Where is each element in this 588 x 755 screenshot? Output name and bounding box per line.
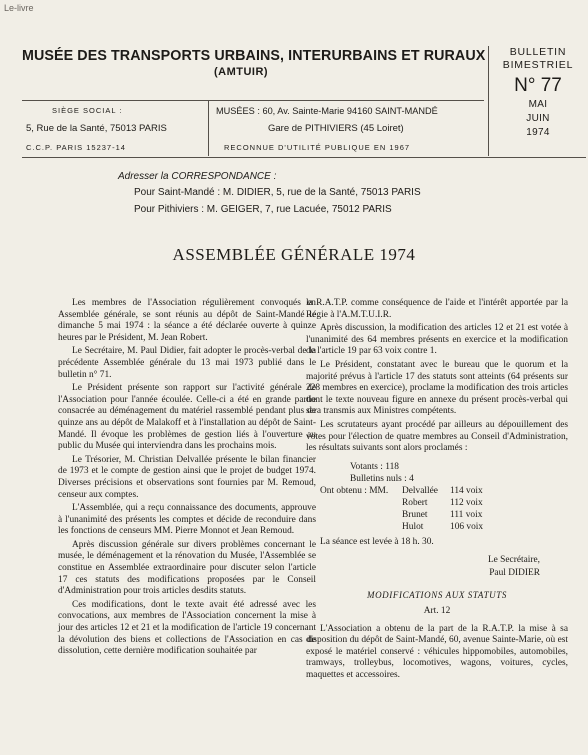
paragraph: Le Trésorier, M. Christian Delvallée présente le bilan financier de 1973 et le compte de gestion ainsi que le projet de budget 1974. Diverses précisions et observations sont fournies par M. Remoud, censeur aux comptes.	[58, 454, 316, 500]
correspondance-line-2: Pour Pithiviers : M. GEIGER, 7, rue Lacuée, 75012 PARIS	[134, 204, 392, 215]
bulletin-year: 1974	[526, 127, 550, 138]
vote-results	[320, 461, 568, 533]
siege-label: SIÈGE SOCIAL :	[52, 106, 123, 115]
vote-row	[320, 509, 568, 521]
paragraph: L'Assemblée, qui a reçu connaissance des documents, approuve à l'unanimité des présents les comptes et décide de reconduire dans les fonctions de censeurs MM. Pierre Monnot et Jean Remoud.	[58, 503, 316, 537]
paragraph: Après discussion, la modification des articles 12 et 21 est votée à l'unanimité des 64 membres présents en exercice et la modification de l'article 19 par 63 voix contre 1.	[306, 323, 568, 357]
paragraph: la R.A.T.P. comme conséquence de l'aide et l'intérêt apportée par la Régie à l'A.M.T.U.I.R.	[306, 298, 568, 320]
right-column	[306, 298, 568, 683]
paragraph: Les scrutateurs ayant procédé par ailleurs au dépouillement des votes pour l'élection de quatre membres au Conseil d'Administration, les résultats suivants sont alors proclamés :	[306, 419, 568, 454]
paragraph: Le Président présente son rapport sur l'activité générale de l'Association pour l'année écoulée. Celle-ci a été en grande partie consacrée au déménagement du matériel rassemblé pendant plus de quinze ans au dépôt de Malakoff et à l'installation au dépôt de Saint-Mandé. Il évoque les problèmes de gestion liés à l'ouverture au public du Musée qui interviendra dans les prochains mois.	[58, 383, 316, 452]
paragraph: Le Président, constatant avec le bureau que le quorum et la majorité prévus à l'article 17 des statuts sont atteints (64 présents sur 228 membres en exercice), proclame la modification des trois articles dont le texte nouveau figure en annexe du présent procès-verbal qui sera transmis aux Ministres compétents.	[306, 359, 568, 417]
candidate-votes: 112 voix	[450, 497, 483, 508]
vote-row	[320, 497, 568, 509]
signature-block	[306, 554, 540, 580]
signature-role: Le Secrétaire,	[487, 555, 540, 566]
paragraph: Le Secrétaire, M. Paul Didier, fait adopter le procès-verbal de la précédente Assemblée générale du 13 mai 1973 publié dans le bulletin n° 71.	[58, 346, 316, 380]
vote-row	[320, 485, 568, 497]
article-heading: Art. 12	[423, 605, 451, 616]
candidate-votes: 111 voix	[450, 509, 483, 520]
org-title: MUSÉE DES TRANSPORTS URBAINS, INTERURBAINS ET RURAUX	[22, 47, 486, 64]
reconnue-utilite: RECONNUE D'UTILITÉ PUBLIQUE EN 1967	[224, 143, 411, 152]
candidate-name: Robert	[402, 497, 428, 508]
bulletin-month-1: MAI	[528, 99, 548, 110]
candidate-votes: 106 voix	[450, 521, 484, 532]
correspondance-line-1: Pour Saint-Mandé : M. DIDIER, 5, rue de la Santé, 75013 PARIS	[134, 187, 421, 198]
musees-address: MUSÉES : 60, Av. Sainte-Marie 94160 SAINT-MANDÉ	[216, 106, 438, 116]
vote-row	[320, 521, 568, 533]
main-title: ASSEMBLÉE GÉNÉRALE 1974	[172, 245, 416, 264]
header-vertical-rule	[488, 46, 489, 156]
corner-label: Le-livre	[4, 3, 34, 13]
bulletin-frequency: BIMESTRIEL	[502, 59, 574, 71]
bulletins-nuls: Bulletins nuls : 4	[350, 473, 414, 484]
ccp-number: C.C.P. PARIS 15237-14	[26, 143, 126, 152]
paragraph: Les membres de l'Association régulièrement convoqués en Assemblée générale, se sont réunis au dépôt de Saint-Mandé le dimanche 5 mai 1974 : la séance a été déclarée ouverte à quinze heures par le Président, M. Jean Robert.	[58, 298, 316, 343]
obtenu-label: Ont obtenu : MM.	[320, 485, 389, 496]
closing-line: La séance est levée à 18 h. 30.	[320, 536, 434, 547]
candidate-name: Hulot	[402, 521, 424, 532]
spacer	[320, 521, 402, 533]
org-abbreviation: (AMTUIR)	[214, 66, 269, 78]
correspondance-title: Adresser la CORRESPONDANCE :	[118, 171, 277, 182]
paragraph: Ces modifications, dont le texte avait été adressé avec les convocations, aux membres de l'Association concernent la mise à jour des articles 12 et 21 et la modification de l'article 19 concernant la dévolution des biens et collections de l'Association en cas de dissolution, cette dernière modification souhaitée par	[58, 599, 316, 657]
candidate-name: Brunet	[402, 509, 428, 520]
header-rule-top	[22, 100, 484, 101]
article-text: L'Association a obtenu de la part de la R.A.T.P. la mise à sa disposition du dépôt de Saint-Mandé, 60, avenue Sainte-Marie, où est exposé le matériel conservé : véhicules hippomobiles, automobiles, tramways, trolleybus, locomotives, wagons, voitures, cycles, maquettes et accessoires.	[306, 623, 568, 680]
paragraph: Après discussion générale sur divers problèmes concernant le musée, le déménagement et la rénovation du Musée, l'Assemblée se constitue en Assemblée extraordinaire pour discuter selon l'article 17 ces statuts des modifications proposées par le Conseil d'Administration pour trois articles desdits statuts.	[58, 539, 316, 597]
spacer	[320, 509, 402, 521]
musees-pithiviers: Gare de PITHIVIERS (45 Loiret)	[268, 123, 404, 134]
bulletin-month-2: JUIN	[526, 113, 550, 124]
candidate-votes: 114 voix	[450, 485, 483, 496]
bulletin-number: N° 77	[514, 75, 562, 96]
siege-address: 5, Rue de la Santé, 75013 PARIS	[26, 123, 167, 134]
header-rule-bottom	[22, 157, 586, 158]
section-heading: MODIFICATIONS AUX STATUTS	[366, 590, 507, 601]
signature-name: Paul DIDIER	[489, 568, 540, 579]
candidate-name: Delvallée	[402, 485, 438, 496]
votants-count: Votants : 118	[350, 461, 399, 472]
left-column	[58, 298, 316, 660]
spacer	[320, 497, 402, 509]
bulletin-label: BULLETIN	[509, 46, 567, 58]
